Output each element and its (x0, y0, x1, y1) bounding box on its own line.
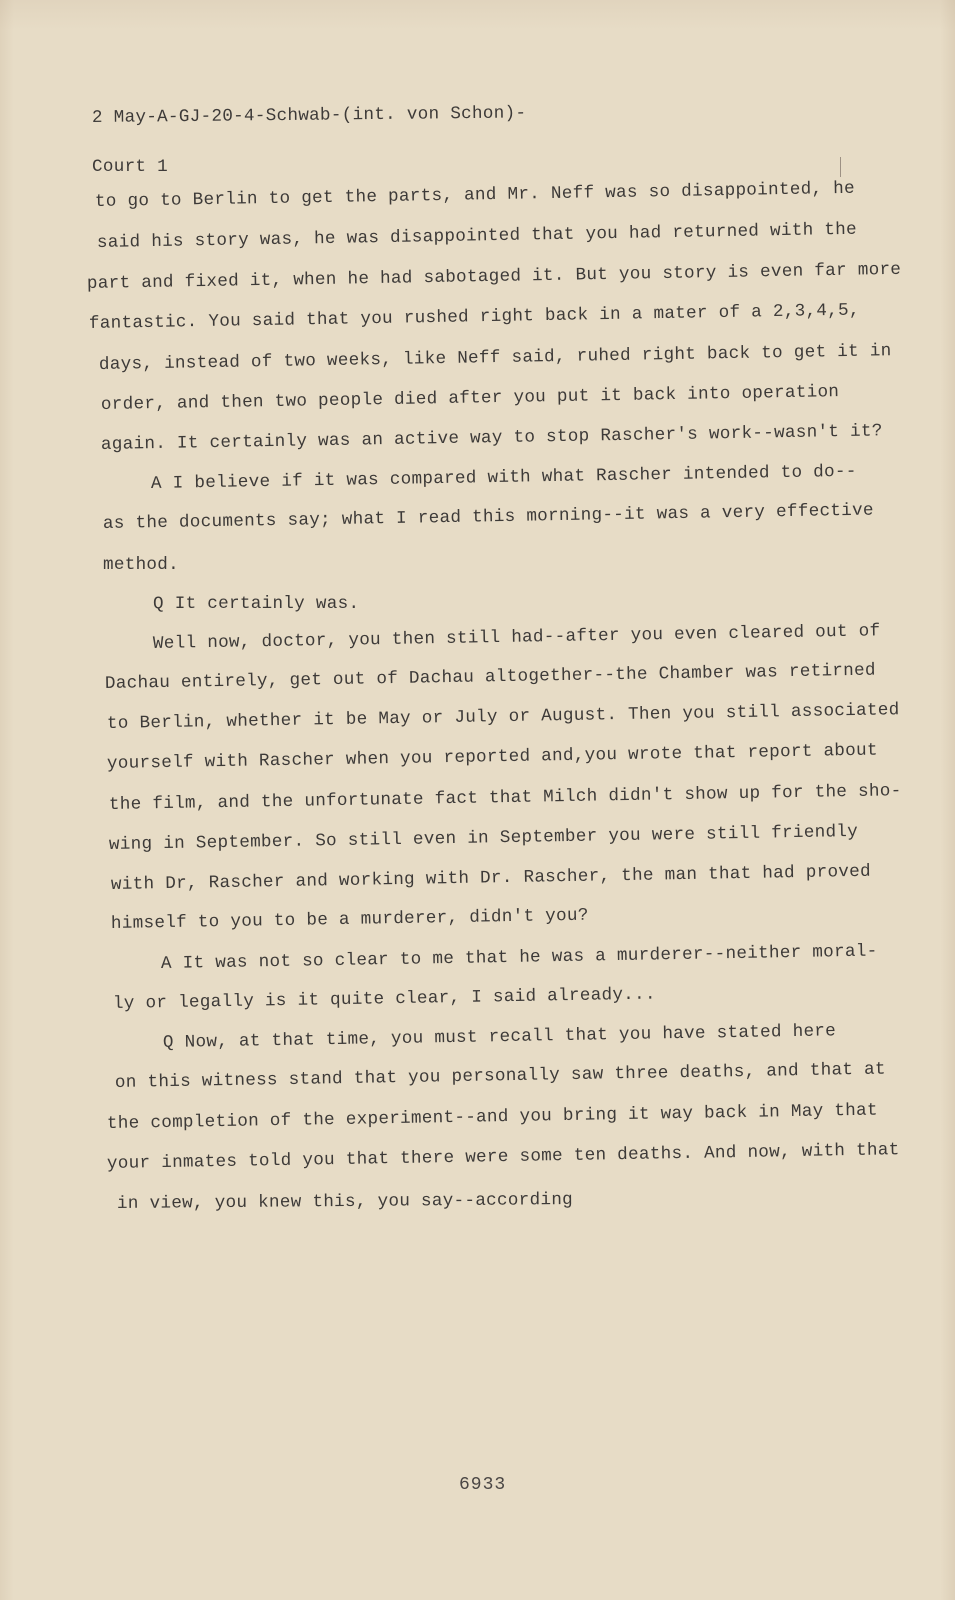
text-line: your inmates told you that there were some ten deaths. And now, with that (106, 1140, 900, 1174)
text-line: part and fixed it, when he had sabotaged it. But you story is even far more (86, 259, 902, 294)
text-line: to go to Berlin to get the parts, and Mr. Neff was so disappointed, he (94, 178, 856, 212)
text-line: again. It certainly was an active way to stop Rascher's work--wasn't it? (100, 421, 883, 455)
text-line: ly or legally is it quite clear, I said already... (112, 984, 656, 1014)
text-line: with Dr, Rascher and working with Dr. Rascher, the man that had proved (110, 861, 872, 895)
text-line: Dachau entirely, get out of Dachau altogether--the Chamber was retirned (104, 660, 876, 694)
text-line: Well now, doctor, you then still had--after you even cleared out of (152, 621, 881, 654)
text-line: in view, you knew this, you say--according (116, 1190, 574, 1214)
text-line: the film, and the unfortunate fact that Milch didn't show up for the sho- (108, 781, 902, 815)
document-reference: 2 May-A-GJ-20-4-Schwab-(int. von Schon)- (91, 103, 527, 128)
text-line: on this witness stand that you personally saw three deaths, and that at (114, 1059, 886, 1093)
text-line: wing in September. So still even in September you were still friendly (108, 821, 859, 855)
text-line: as the documents say; what I read this morning--it was a very effective (102, 500, 874, 534)
text-line: yourself with Rascher when you reported and,you wrote that report about (106, 740, 878, 774)
text-line: days, instead of two weeks, like Neff said, ruhed right back to get it in (98, 341, 892, 375)
text-line: fantastic. You said that you rushed right back in a mater of a 2,3,4,5, (88, 300, 860, 334)
text-line: the completion of the experiment--and you bring it way back in May that (106, 1100, 878, 1134)
text-line: to Berlin, whether it be May or July or August. Then you still associated (106, 700, 900, 734)
answer-line: A I believe if it was compared with what Rascher intended to do-- (150, 461, 857, 494)
text-line: order, and then two people died after you put it back into operation (100, 382, 840, 415)
margin-mark (840, 157, 841, 177)
question-line: Q It certainly was. (153, 594, 360, 614)
question-line: Q Now, at that time, you must recall that you have stated here (162, 1021, 837, 1053)
answer-line: A It was not so clear to me that he was a murderer--neither moral- (160, 941, 878, 974)
text-line: said his story was, he was disappointed that you had returned with the (96, 219, 858, 253)
text-line: method. (103, 555, 180, 575)
text-line: himself to you to be a murderer, didn't you? (110, 905, 589, 934)
court-label: Court 1 (92, 157, 169, 177)
page-number: 6933 (459, 1475, 507, 1495)
